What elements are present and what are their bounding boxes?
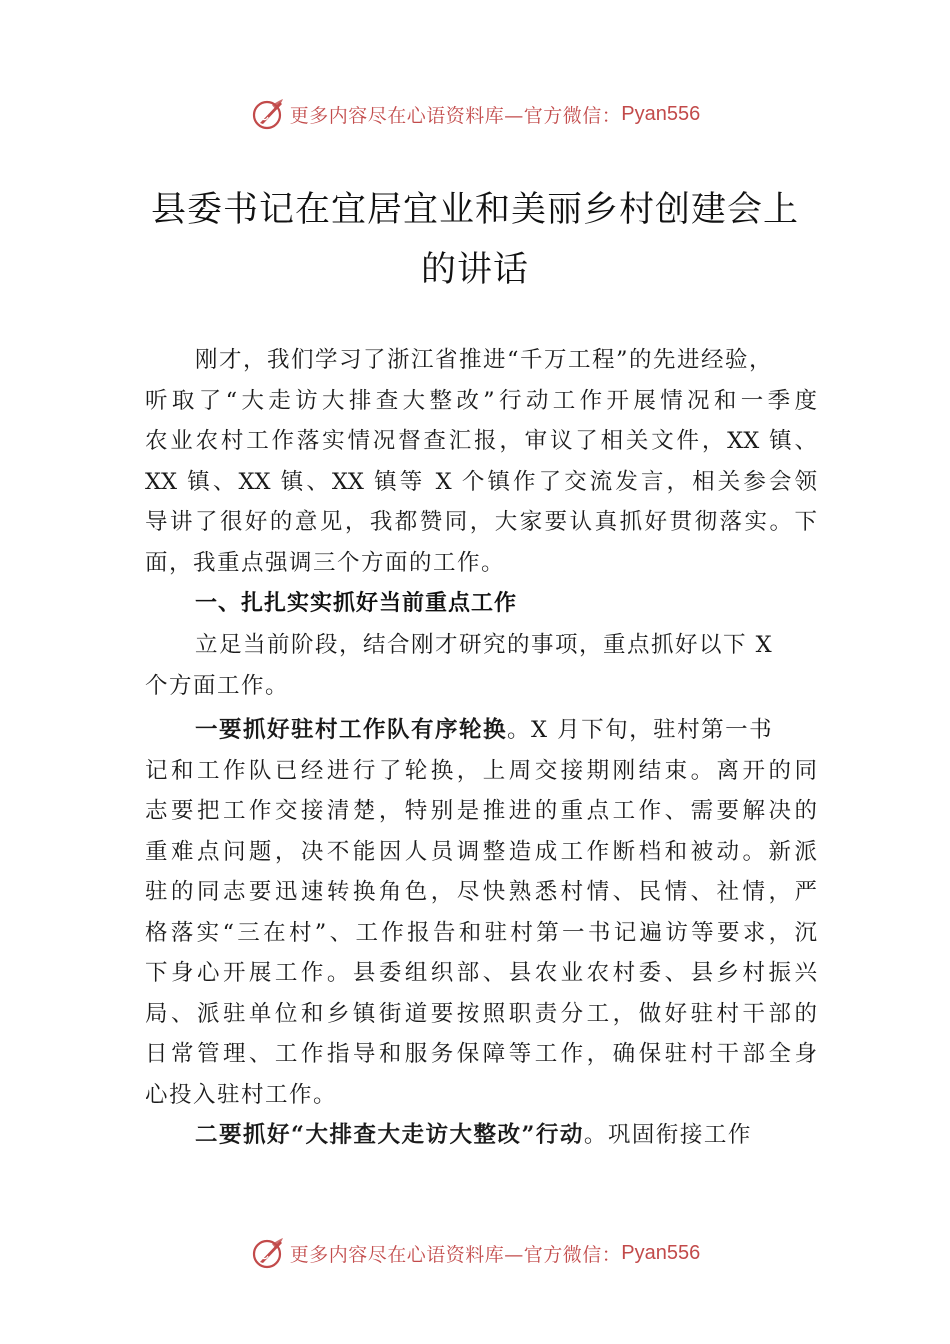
watermark-text: 更多内容尽在心语资料库—官方微信：: [289, 1243, 622, 1266]
paragraph-4-line-1: [145, 1115, 817, 1156]
watermark-wechat-id: Pyan556: [621, 102, 701, 125]
paragraph-1-line-4: XX 镇、XX 镇、XX 镇等 X 个镇作了交流发言，相关参会领: [145, 468, 817, 495]
paragraph-1-line-5: 导讲了很好的意见，我都赞同，大家要认真抓好贯彻落实。下: [145, 509, 817, 535]
paragraph-1-line-2: 听取了“大走访大排查大整改”行动工作开展情况和一季度: [145, 387, 817, 414]
paragraph-1-line-3: 农业农村工作落实情况督查汇报，审议了相关文件，XX 镇、: [145, 428, 817, 454]
paragraph-1-line-1: 刚才，我们学习了浙江省推进“千万工程”的先进经验，: [195, 347, 774, 373]
paragraph-3-line-7: 下身心开展工作。县委组织部、县农业农村委、县乡村振兴: [145, 960, 817, 986]
header-watermark: [0, 94, 950, 134]
paragraph-3-line-9: 日常管理、工作指导和服务保障等工作，确保驻村干部全身: [145, 1041, 817, 1067]
paragraph-2-line-2: 个方面工作。: [145, 672, 290, 699]
paragraph-3-line-8: 局、派驻单位和乡镇街道要按照职责分工，做好驻村干部的: [145, 1000, 817, 1027]
paragraph-3-line-10: 心投入驻村工作。: [145, 1081, 338, 1108]
quill-pen-logo-icon: [250, 1235, 286, 1271]
paragraph-3-line-3: 志要把工作交接清楚，特别是推进的重点工作、需要解决的: [145, 798, 817, 824]
paragraph-3-line-1-rest: 。X 月下旬，驻村第一书: [507, 717, 774, 743]
paragraph-3-line-6: 格落实“三在村”、工作报告和驻村第一书记遍访等要求，沉: [145, 919, 817, 946]
title-line-2: 的讲话: [420, 250, 529, 290]
paragraph-4-lead: 二要抓好“大排查大走访大整改”行动: [195, 1122, 584, 1148]
paragraph-4-line-1-rest: 。巩固衔接工作: [583, 1122, 752, 1148]
paragraph-1-line-6: 面，我重点强调三个方面的工作。: [145, 549, 506, 576]
document-title: [0, 180, 950, 300]
document-body: [145, 340, 817, 1156]
title-line-1: 县委书记在宜居宜业和美丽乡村创建会上: [150, 190, 799, 230]
quill-pen-logo-icon: [250, 96, 286, 132]
paragraph-3-line-2: 记和工作队已经进行了轮换，上周交接期刚结束。离开的同: [145, 757, 817, 784]
paragraph-3-line-4: 重难点问题，决不能因人员调整造成工作断档和被动。新派: [145, 838, 817, 865]
paragraph-3-line-5: 驻的同志要迅速转换角色，尽快熟悉村情、民情、社情，严: [145, 879, 817, 905]
paragraph-2-line-1: 立足当前阶段，结合刚才研究的事项，重点抓好以下 X: [195, 632, 774, 658]
paragraph-3-line-1: [145, 710, 817, 751]
footer-watermark: [0, 1233, 950, 1273]
section-heading-1: 一、扎扎实实抓好当前重点工作: [195, 591, 518, 616]
paragraph-3-lead: 一要抓好驻村工作队有序轮换: [195, 717, 508, 743]
watermark-text: 更多内容尽在心语资料库—官方微信：: [289, 104, 622, 127]
watermark-wechat-id: Pyan556: [621, 1241, 701, 1264]
